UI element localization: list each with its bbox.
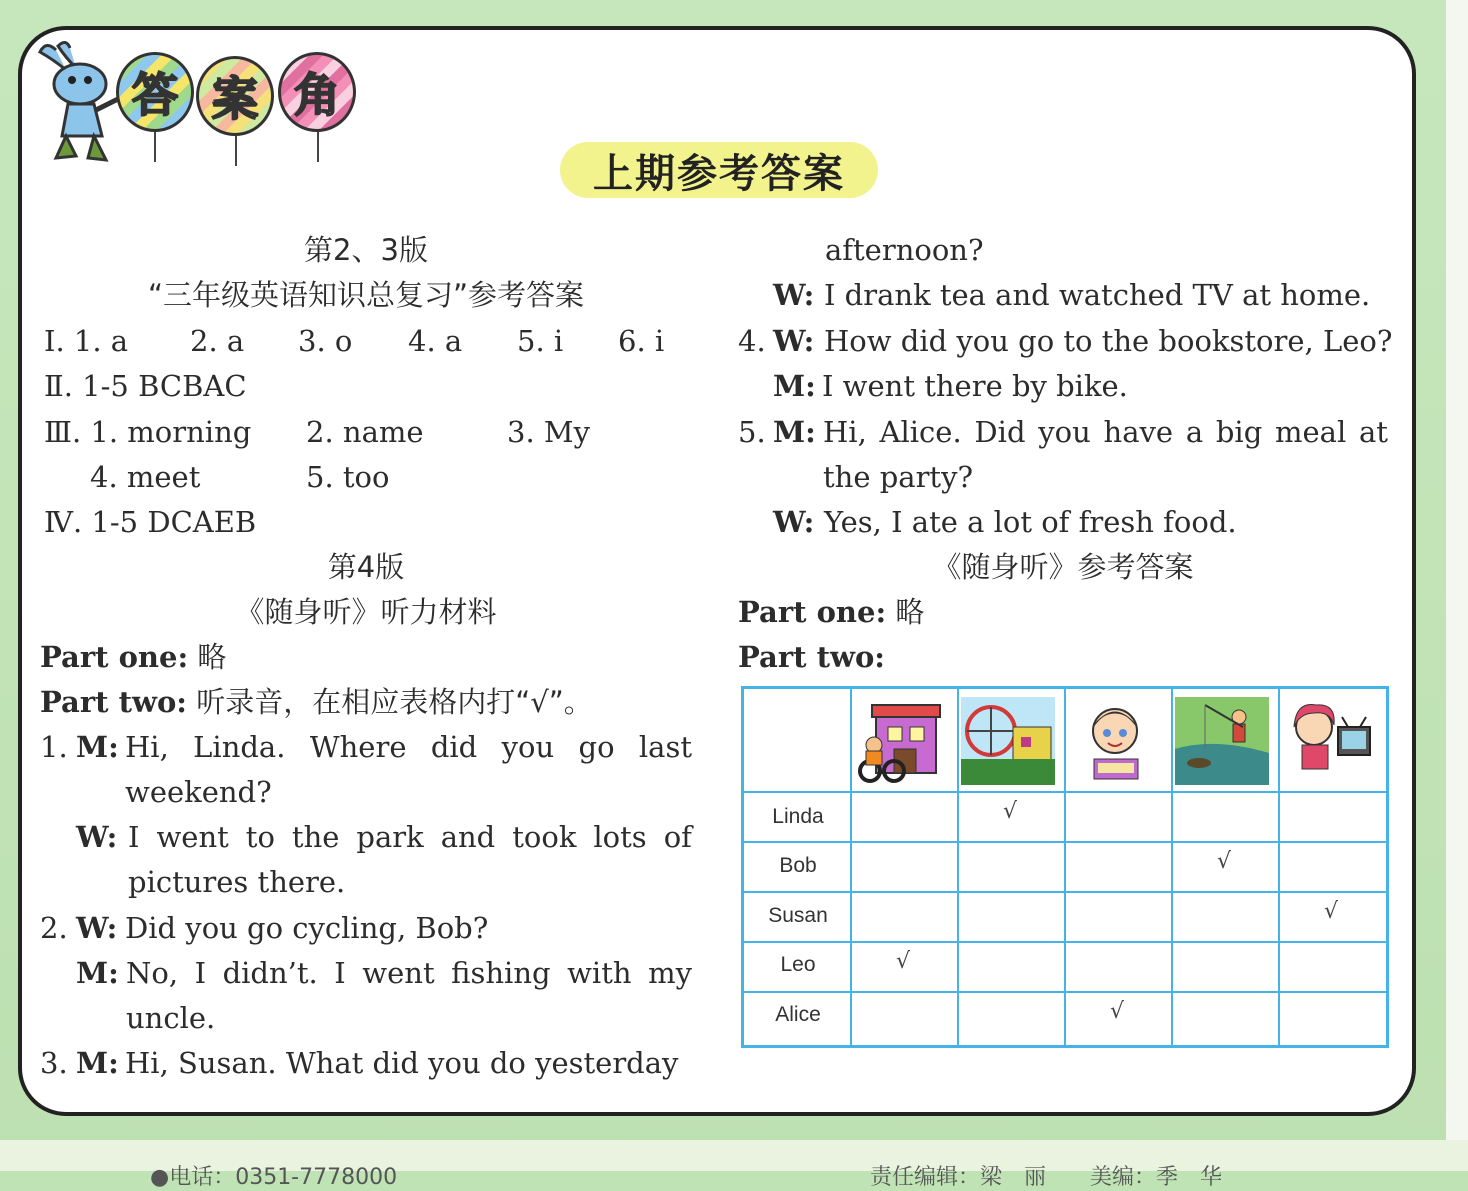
dialogue-3-number: 3.	[40, 1046, 68, 1080]
footer-editors: 责任编辑：梁 丽 美编：季 华	[870, 1165, 1223, 1190]
part-two-label: Part two:	[738, 640, 885, 674]
heading-listening-answers: 《随身听》参考答案	[932, 550, 1194, 584]
table-row-label: Alice	[775, 1003, 821, 1026]
answer-i-1: Ⅰ. 1. a	[44, 324, 129, 358]
answer-table	[741, 686, 1389, 1048]
fishing-river-icon	[1175, 697, 1269, 785]
dialogue-3-m-line-2: afternoon?	[825, 233, 984, 267]
logo-balloon-2: 案	[196, 56, 274, 136]
table-row-label: Leo	[780, 953, 816, 976]
answer-i-6: 6. i	[618, 324, 665, 358]
dialogue-5-m-line-2: the party?	[823, 460, 974, 494]
speaker-w: W:	[773, 505, 815, 539]
table-row-label: Linda	[772, 805, 824, 828]
balloon-string	[235, 136, 237, 166]
page-edge	[1446, 0, 1468, 1171]
answer-i-4: 4. a	[408, 324, 463, 358]
answer-i-2: 2. a	[190, 324, 245, 358]
girl-meal-icon	[1068, 697, 1162, 785]
balloon-string	[317, 132, 319, 162]
speaker-m: M:	[76, 956, 119, 990]
amusement-park-icon	[961, 697, 1055, 785]
speaker-w: W:	[773, 278, 815, 312]
answer-iii-2: 2. name	[306, 415, 424, 449]
dialogue-2-m-line-1: No, I didn’t. I went fishing with my	[126, 956, 692, 990]
part-two-label: Part two:	[40, 685, 187, 719]
section-banner: 上期参考答案	[560, 142, 878, 198]
heading-review-answers: “三年级英语知识总复习”参考答案	[147, 278, 585, 312]
heading-edition-2-3: 第2、3版	[304, 233, 428, 267]
dialogue-5-number: 5.	[738, 415, 766, 449]
dialogue-5-w-line: Yes, I ate a lot of fresh food.	[824, 505, 1237, 539]
dialogue-1-m-line-2: weekend?	[125, 775, 272, 809]
dialogue-3-m-line-1: Hi, Susan. What did you do yesterday	[125, 1046, 679, 1080]
footer-phone: ●电话：0351-7778000	[150, 1165, 398, 1190]
heading-listening-material: 《随身听》听力材料	[235, 595, 497, 629]
rabbit-mascot-icon	[36, 40, 126, 165]
logo-balloon-3: 角	[278, 52, 356, 132]
dialogue-1-w-line-2: pictures there.	[128, 865, 346, 899]
part-one-text: 略	[895, 595, 925, 629]
speaker-m: M:	[773, 415, 816, 449]
part-one-label: Part one:	[40, 640, 189, 674]
speaker-m: M:	[76, 730, 119, 764]
dialogue-1-number: 1.	[40, 730, 68, 764]
dialogue-1-m-line-1: Hi, Linda. Where did you go last	[125, 730, 692, 764]
speaker-m: M:	[76, 1046, 119, 1080]
dialogue-5-m-line-1: Hi, Alice. Did you have a big meal at	[823, 415, 1388, 449]
table-row-label: Bob	[779, 854, 817, 877]
part-one-text: 略	[197, 640, 227, 674]
speaker-w: W:	[773, 324, 815, 358]
answer-iii-4: 4. meet	[90, 460, 201, 494]
answer-iii-5: 5. too	[306, 460, 390, 494]
table-row-label: Susan	[768, 904, 828, 927]
check-mark: √	[1110, 999, 1125, 1024]
answer-iii-1: Ⅲ. 1. morning	[44, 415, 252, 449]
answer-i-3: 3. o	[298, 324, 353, 358]
speaker-m: M:	[773, 369, 816, 403]
dialogue-1-w-line-1: I went to the park and took lots of	[128, 820, 692, 854]
dialogue-2-number: 2.	[40, 911, 68, 945]
check-mark: √	[1003, 799, 1018, 824]
part-two-instruction: 听录音，在相应表格内打“√”。	[196, 685, 593, 719]
answer-ii: Ⅱ. 1-5 BCBAC	[44, 369, 247, 403]
dialogue-4-m-line: I went there by bike.	[822, 369, 1128, 403]
heading-edition-4: 第4版	[327, 550, 405, 584]
answer-iii-3: 3. My	[507, 415, 590, 449]
dialogue-3-w-line: I drank tea and watched TV at home.	[824, 278, 1371, 312]
dialogue-4-w-line: How did you go to the bookstore, Leo?	[824, 324, 1393, 358]
dialogue-2-m-line-2: uncle.	[126, 1001, 216, 1035]
part-one-label: Part one:	[738, 595, 887, 629]
dialogue-4-number: 4.	[738, 324, 766, 358]
balloon-string	[154, 132, 156, 162]
bookstore-bike-icon	[854, 697, 948, 785]
dialogue-2-w-line: Did you go cycling, Bob?	[125, 911, 489, 945]
girl-tv-icon	[1282, 697, 1376, 785]
check-mark: √	[1217, 849, 1232, 874]
speaker-w: W:	[76, 820, 118, 854]
speaker-w: W:	[76, 911, 118, 945]
logo-balloon-1: 答	[116, 52, 194, 132]
check-mark: √	[1324, 899, 1339, 924]
check-mark: √	[896, 949, 911, 974]
answer-iv: Ⅳ. 1-5 DCAEB	[44, 505, 257, 539]
answer-i-5: 5. i	[517, 324, 564, 358]
